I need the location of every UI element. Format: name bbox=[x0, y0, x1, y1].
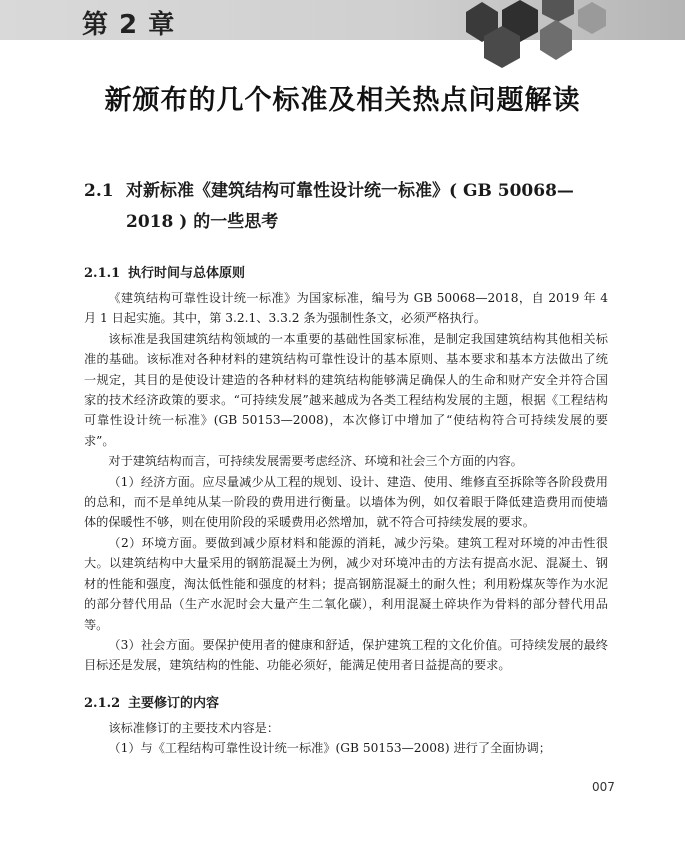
paragraph: 对于建筑结构而言，可持续发展需要考虑经济、环境和社会三个方面的内容。 bbox=[108, 454, 523, 469]
section-title-line1: 对新标准《建筑结构可靠性设计统一标准》( GB 50068— bbox=[126, 181, 574, 201]
hexagon-shape bbox=[540, 20, 572, 60]
paragraph: （3）社会方面。要保护使用者的健康和舒适，保护建筑工程的文化价值。可持续发展的最终目标还是发展，建筑结构的性能、功能必须好，能满足使用者日益提高的要求。 bbox=[84, 637, 608, 673]
paragraph: （1）经济方面。应尽量减少从工程的规划、设计、建造、使用、维修直至拆除等各阶段费用的总和，而不是单纯从某一阶段的费用进行衡量。以墙体为例，如仅着眼于降低建造费用而使墙体的保暖性不够，则在使用阶段的采暖费用必然增加，就不符合可持续发展的要求。 bbox=[84, 474, 608, 530]
body-text-block bbox=[84, 288, 608, 676]
chapter-label: 第 2 章 bbox=[82, 10, 176, 40]
paragraph: （1）与《工程结构可靠性设计统一标准》(GB 50153—2008) 进行了全面协调； bbox=[108, 741, 551, 756]
hexagon-shape bbox=[542, 0, 574, 22]
subsection-title: 执行时间与总体原则 bbox=[128, 266, 246, 281]
hexagon-decoration bbox=[448, 0, 618, 70]
paragraph: 该标准是我国建筑结构领域的一本重要的基础性国家标准，是制定我国建筑结构其他相关标准的基础。该标准对各种材料的建筑结构可靠性设计的基本原则、基本要求和基本方法做出了统一规定，其目的是使设计建造的各种材料的建筑结构能够满足确保人的生命和财产安全并符合国家的技术经济政策的要求。“可持续发展”越来越成为各类工程结构发展的主题，根据《工程结构可靠性设计统一标准》(GB 50153—2008)，本次修订中增加了“使结构符合可持续发展的要求”。 bbox=[84, 331, 608, 448]
section-title-line2: 2018 ) 的一些思考 bbox=[126, 212, 279, 232]
subsection-heading bbox=[84, 262, 245, 281]
page-number: 007 bbox=[592, 780, 615, 794]
hexagon-shape bbox=[578, 2, 606, 34]
body-text-block bbox=[84, 718, 608, 759]
subsection-number: 2.1.1 bbox=[84, 266, 121, 281]
chapter-title: 新颁布的几个标准及相关热点问题解读 bbox=[104, 85, 581, 116]
paragraph: 《建筑结构可靠性设计统一标准》为国家标准，编号为 GB 50068—2018，自 2019 年 4 月 1 日起实施。其中，第 3.2.1、3.3.2 条为强制性条文，必须严格执行。 bbox=[84, 291, 608, 326]
paragraph: （2）环境方面。要做到减少原材料和能源的消耗，减少污染。建筑工程对环境的冲击性很大。以建筑结构中大量采用的钢筋混凝土为例，减少对环境冲击的方法有提高水泥、混凝土、钢材的性能和强度，淘汰低性能和强度的材料；提高钢筋混凝土的耐久性；利用粉煤灰等作为水泥的部分替代用品（生产水泥时会大量产生二氧化碳），利用混凝土碎块作为骨料的部分替代用品等。 bbox=[84, 535, 608, 632]
paragraph: 该标准修订的主要技术内容是： bbox=[108, 721, 280, 735]
section-heading bbox=[84, 176, 624, 238]
subsection-heading bbox=[84, 692, 219, 711]
subsection-number: 2.1.2 bbox=[84, 696, 121, 711]
section-number: 2.1 bbox=[84, 181, 114, 201]
subsection-title: 主要修订的内容 bbox=[128, 696, 220, 711]
